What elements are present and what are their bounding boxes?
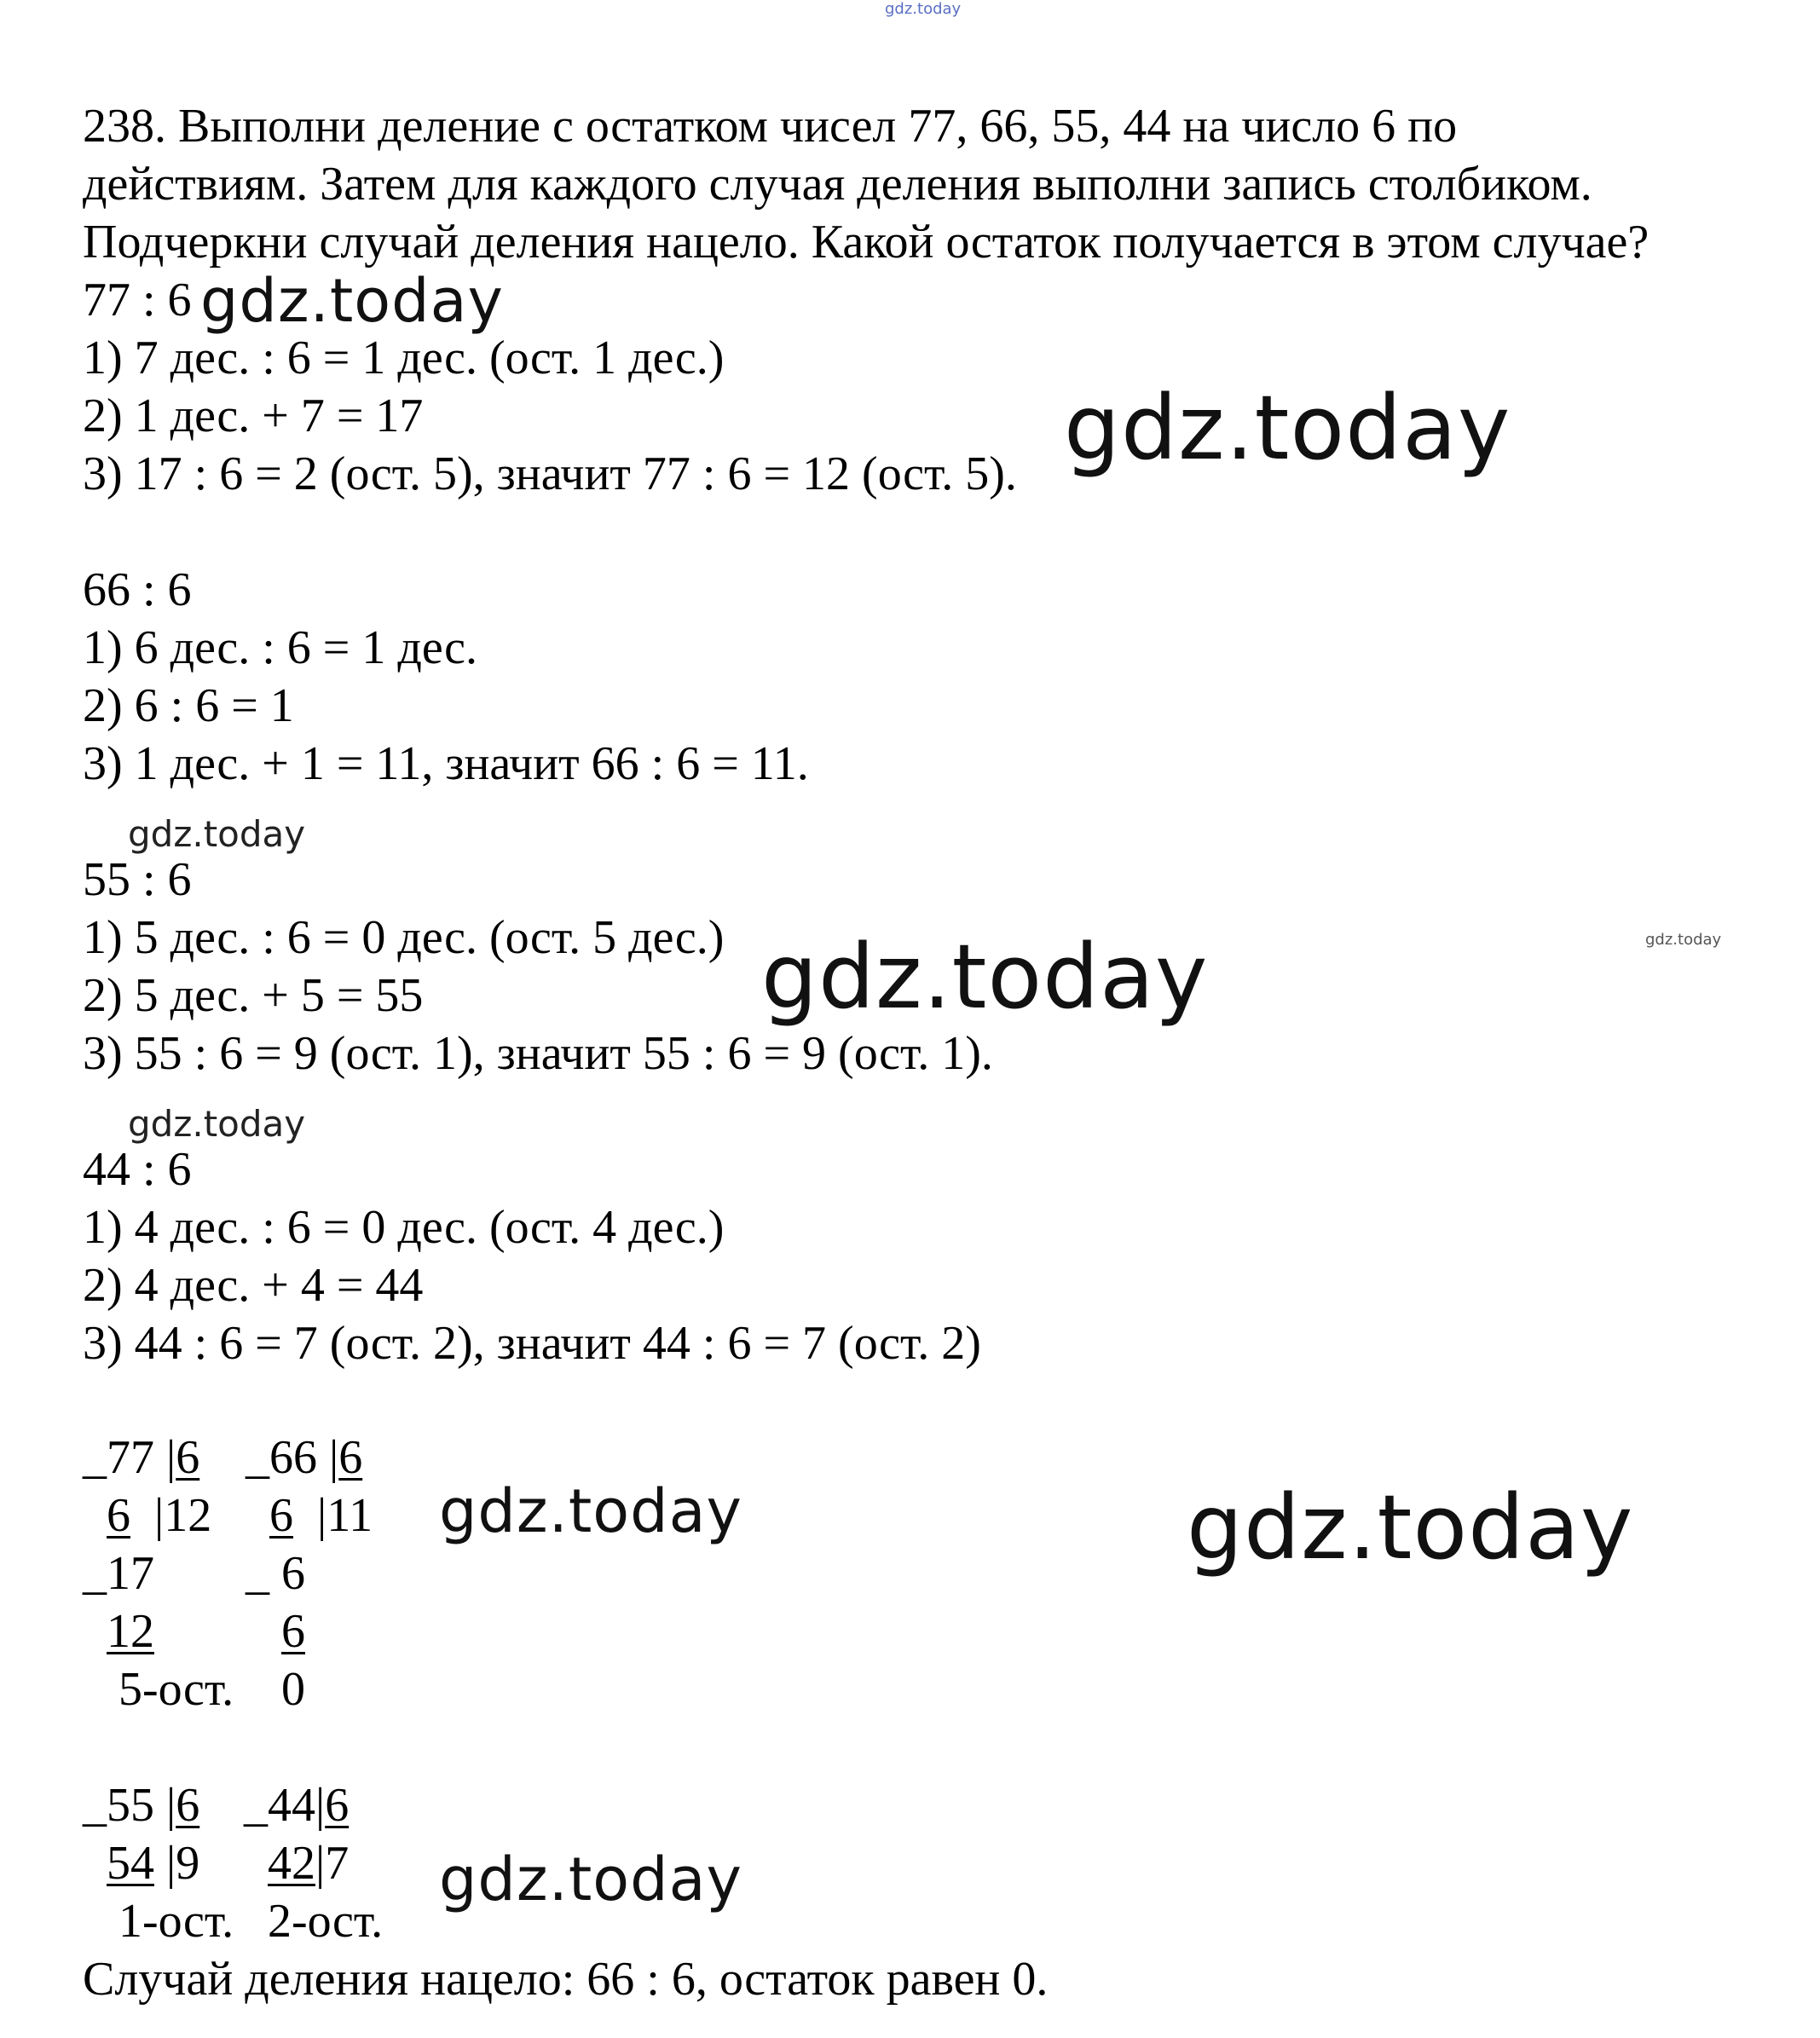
watermark: gdz.today — [439, 1476, 742, 1546]
col66-row2: 6 |11 — [269, 1489, 373, 1542]
watermark: gdz.today — [1645, 931, 1722, 949]
watermark: gdz.today — [128, 813, 306, 855]
case-55-header: 55 : 6 — [83, 853, 192, 906]
col44-row3: 2-ост. — [268, 1895, 384, 1948]
problem-line-3: Подчеркни случай деления нацело. Какой остаток получается в этом случае? — [83, 216, 1650, 268]
watermark: gdz.today — [1187, 1475, 1634, 1579]
case-66-step-1: 1) 6 дес. : 6 = 1 дес. — [83, 621, 477, 674]
col66-row5: 0 — [281, 1663, 305, 1716]
watermark: gdz.today — [1064, 376, 1511, 480]
case-66-step-3: 3) 1 дес. + 1 = 11, значит 66 : 6 = 11. — [83, 737, 809, 790]
col44-row1: _44|6 — [244, 1779, 350, 1832]
case-44-step-2: 2) 4 дес. + 4 = 44 — [83, 1259, 424, 1312]
col77-row5: 5-ост. — [118, 1663, 234, 1716]
problem-line-1: 238. Выполни деление с остатком чисел 77, 66, 55, 44 на число 6 по — [83, 100, 1458, 153]
case-44-step-3: 3) 44 : 6 = 7 (ост. 2), значит 44 : 6 = 7 (ост. 2) — [83, 1317, 981, 1370]
conclusion: Случай деления нацело: 66 : 6, остаток равен 0. — [83, 1953, 1049, 2006]
col77-row3: _17 — [83, 1547, 154, 1600]
case-55-step-2: 2) 5 дес. + 5 = 55 — [83, 969, 424, 1022]
case-66-header: 66 : 6 — [83, 563, 192, 616]
case-77-step-3: 3) 17 : 6 = 2 (ост. 5), значит 77 : 6 = 12 (ост. 5). — [83, 447, 1017, 500]
case-66-step-2: 2) 6 : 6 = 1 — [83, 679, 294, 732]
watermark-top: gdz.today — [885, 0, 962, 18]
col55-row3: 1-ост. — [118, 1895, 234, 1948]
case-55-step-3: 3) 55 : 6 = 9 (ост. 1), значит 55 : 6 = 9 (ост. 1). — [83, 1027, 993, 1080]
case-77-step-2: 2) 1 дес. + 7 = 17 — [83, 390, 424, 442]
watermark: gdz.today — [439, 1845, 742, 1914]
watermark: gdz.today — [200, 266, 504, 336]
watermark: gdz.today — [761, 925, 1209, 1029]
case-77-step-1: 1) 7 дес. : 6 = 1 дес. (ост. 1 дес.) — [83, 332, 725, 384]
col55-row2: 54 |9 — [107, 1837, 200, 1890]
watermark: gdz.today — [128, 1103, 306, 1145]
case-77-header: 77 : 6 — [83, 274, 192, 326]
col44-row2: 42|7 — [268, 1837, 350, 1890]
col77-row1: _77 |6 — [83, 1431, 200, 1484]
problem-line-2: действиям. Затем для каждого случая деления выполни запись столбиком. — [83, 158, 1592, 211]
col55-row1: _55 |6 — [83, 1779, 200, 1832]
case-44-step-1: 1) 4 дес. : 6 = 0 дес. (ост. 4 дес.) — [83, 1201, 725, 1254]
col77-row4: 12 — [107, 1605, 154, 1658]
col66-row4: 6 — [281, 1605, 305, 1658]
col66-row1: _66 |6 — [246, 1431, 363, 1484]
case-44-header: 44 : 6 — [83, 1143, 192, 1196]
col66-row3: _ 6 — [246, 1547, 305, 1600]
col77-row2: 6 |12 — [107, 1489, 212, 1542]
case-55-step-1: 1) 5 дес. : 6 = 0 дес. (ост. 5 дес.) — [83, 911, 725, 964]
